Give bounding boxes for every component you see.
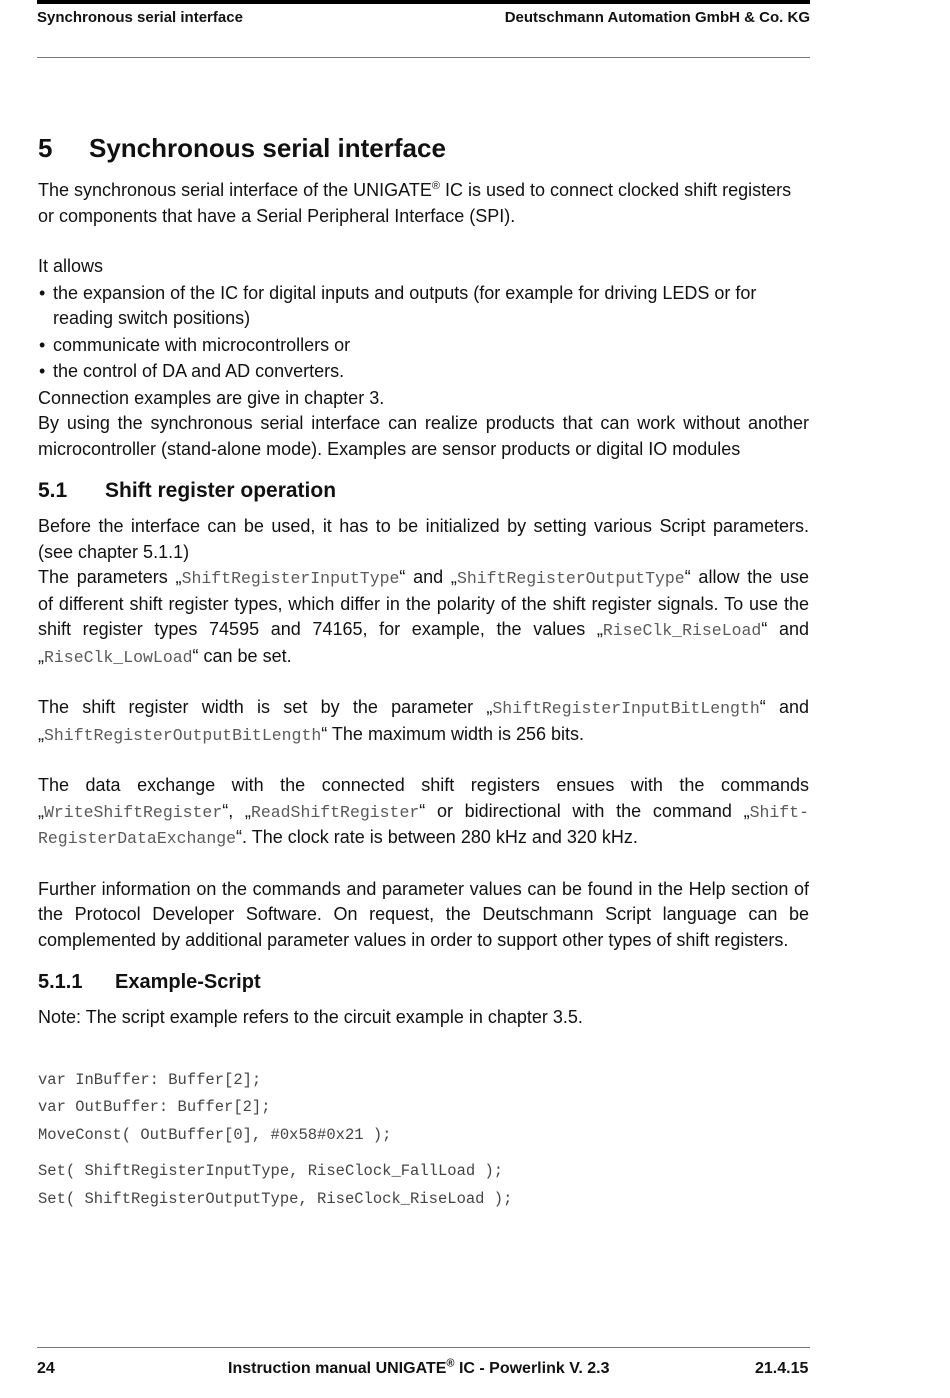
subsection-number: 5.1 <box>38 479 68 502</box>
spacer <box>38 670 809 695</box>
code-line: Set( ShiftRegisterOutputType, RiseClock_RiseLoad ); <box>38 1189 513 1208</box>
section-number: 5 <box>38 133 53 163</box>
intro-text-a: The synchronous serial interface of the UNIGATE <box>38 180 432 200</box>
footer-date: 21.4.15 <box>755 1360 809 1377</box>
init-paragraph: Before the interface can be used, it has to be initialized by setting various Script parameters. (see chapter 5.1.1) <box>38 516 809 562</box>
spacer <box>38 1149 809 1158</box>
subsubsection-number: 5.1.1 <box>38 971 83 993</box>
running-header-left: Synchronous serial interface <box>37 9 243 26</box>
text-run: “ allow the use of different shift register types, which differ in the polarity of the shift register signals. To use the shift register types 74595 and 74165, for example, the values „ <box>38 567 809 639</box>
header-divider <box>37 57 810 58</box>
text-run: “ The maximum width is 256 bits. <box>321 723 585 744</box>
running-header-right: Deutschmann Automation GmbH & Co. KG <box>504 9 810 26</box>
code-term: ReadShiftRegister <box>250 802 420 822</box>
code-block <box>38 1067 809 1214</box>
code-line: var InBuffer: Buffer[2]; <box>38 1070 262 1089</box>
script-note: Note: The script example refers to the circuit example in chapter 3.5. <box>38 1007 583 1027</box>
text-run: “ can be set. <box>192 645 292 666</box>
header-rule-top <box>37 0 810 4</box>
footer-title <box>228 1357 610 1378</box>
code-term: ShiftRegisterOutputBitLength <box>44 725 322 745</box>
parameters-paragraph <box>38 565 809 670</box>
code-line: MoveConst( OutBuffer[0], #0x58#0x21 ); <box>38 1125 392 1144</box>
allows-label: It allows <box>38 256 104 276</box>
code-term: ShiftRegisterInputBitLength <box>492 699 760 718</box>
spacer <box>38 229 809 254</box>
exchange-paragraph <box>38 773 809 852</box>
intro-text-b: IC is used to connect clocked shift registers or components that have a Serial Peripheral Interface (SPI). <box>38 180 792 226</box>
code-term: RiseClk_LowLoad <box>44 647 193 667</box>
subsubsection-heading <box>38 967 809 997</box>
code-term: RiseClk_RiseLoad <box>602 621 762 640</box>
feature-list <box>38 281 809 385</box>
text-run: The parameters „ <box>38 567 182 587</box>
text-run: The shift register width is set by the parameter „ <box>38 697 493 717</box>
footer-divider <box>37 1347 810 1348</box>
text-run: “, „ <box>222 800 251 821</box>
registered-mark: ® <box>446 1357 455 1370</box>
registered-mark: ® <box>431 180 440 192</box>
page-number: 24 <box>37 1360 55 1377</box>
code-line: var OutBuffer: Buffer[2]; <box>38 1098 271 1116</box>
spacer <box>38 748 809 773</box>
text-run: “ and „ <box>38 619 809 666</box>
connection-note: Connection examples are give in chapter 3. <box>38 387 385 408</box>
footer-title-text: Instruction manual UNIGATE <box>228 1360 447 1377</box>
list-item: • communicate with microcontrollers or <box>38 333 809 359</box>
code-line: Set( ShiftRegisterInputType, RiseClock_FallLoad ); <box>38 1162 504 1180</box>
text-run: “ and „ <box>38 697 810 744</box>
list-item: • the expansion of the IC for digital inputs and outputs (for example for driving LEDS or for reading switch positions) <box>38 281 809 332</box>
code-term: ShiftRegisterOutputType <box>456 569 685 588</box>
text-run: The data exchange with the connected shift registers ensues with the commands „ <box>38 775 809 821</box>
section-title: Synchronous serial interface <box>89 133 446 163</box>
code-term: ShiftRegisterInputType <box>181 569 400 588</box>
text-run: “ and „ <box>399 567 457 587</box>
text-run: “. The clock rate is between 280 kHz and 320 kHz. <box>236 827 638 847</box>
subsubsection-title: Example-Script <box>115 971 261 993</box>
subsection-heading <box>38 476 809 506</box>
width-paragraph <box>38 695 809 748</box>
intro-paragraph <box>38 178 809 229</box>
text-run: “ or bidirectional with the command „ <box>419 800 750 821</box>
footer-title-text: IC - Powerlink V. 2.3 <box>454 1360 610 1377</box>
code-term: Shift-RegisterDataExchange <box>38 802 809 848</box>
code-term: WriteShiftRegister <box>44 802 223 822</box>
subsection-title: Shift register operation <box>105 479 337 502</box>
page-content <box>38 130 809 1213</box>
list-item: • the control of DA and AD converters. <box>38 359 809 385</box>
standalone-paragraph: By using the synchronous serial interface can realize products that can work without another microcontroller (stand-alone mode). Examples are sensor products or digital IO modules <box>38 413 809 459</box>
further-info-paragraph: Further information on the commands and parameter values can be found in the Help section of the Protocol Developer Software. On request, the Deutschmann Script language can be complemented by additional parameter values in order to support other types of shift registers. <box>38 878 809 950</box>
spacer <box>38 852 809 877</box>
section-heading <box>38 130 809 166</box>
